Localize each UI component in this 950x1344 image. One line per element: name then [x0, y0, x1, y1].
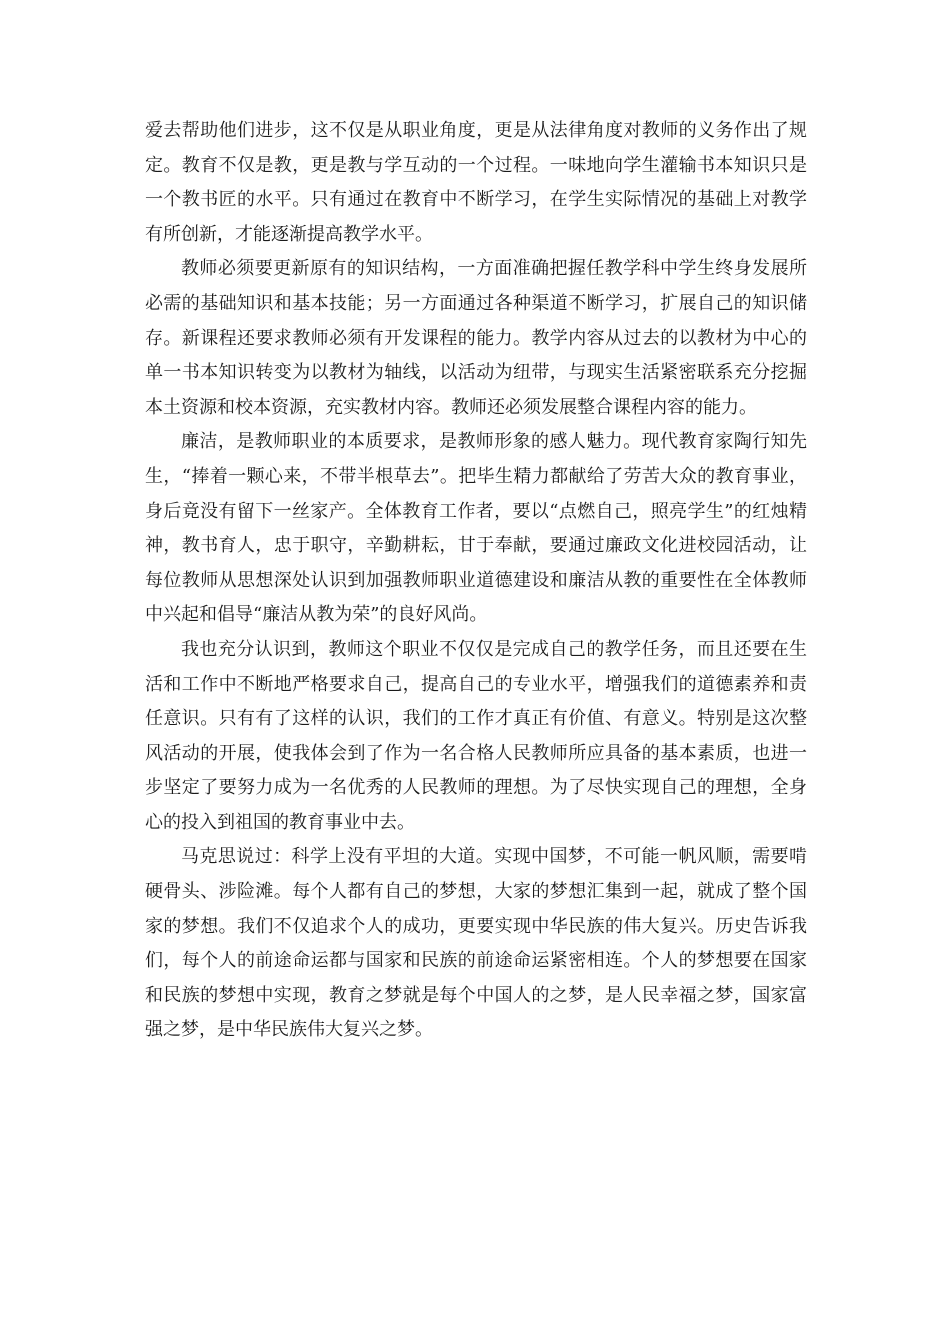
paragraph-continued: 爱去帮助他们进步，这不仅是从职业角度，更是从法律角度对教师的义务作出了规定。教育不仅是教，更是教与学互动的一个过程。一味地向学生灌输书本知识只是一个教书匠的水平。只有通过在教育中不断学习，在学生实际情况的基础上对教学有所创新，才能逐渐提高教学水平。 [145, 120, 807, 245]
paragraph-integrity: 廉洁，是教师职业的本质要求，是教师形象的感人魅力。现代教育家陶行知先生，“捧着一颗心来，不带半根草去”。把毕生精力都献给了劳苦大众的教育事业，身后竟没有留下一丝家产。全体教育工作者，要以“点燃自己，照亮学生”的红烛精神，教书育人，忠于职守，辛勤耕耘，甘于奉献，要通过廉政文化进校园活动，让每位教师从思想深处认识到加强教师职业道德建设和廉洁从教的重要性在全体教师中兴起和倡导“廉洁从教为荣”的良好风尚。 [145, 431, 807, 626]
paragraph-knowledge-structure: 教师必须要更新原有的知识结构，一方面准确把握任教学科中学生终身发展所必需的基础知识和基本技能；另一方面通过各种渠道不断学习，扩展自己的知识储存。新课程还要求教师必须有开发课程的能力。教学内容从过去的以教材为中心的单一书本知识转变为以教材为轴线，以活动为纽带，与现实生活紧密联系充分挖掘本土资源和校本资源，充实教材内容。教师还必须发展整合课程内容的能力。 [145, 258, 807, 418]
document-body [145, 114, 807, 1048]
paragraph-china-dream: 马克思说过：科学上没有平坦的大道。实现中国梦，不可能一帆风顺，需要啃硬骨头、涉险滩。每个人都有自己的梦想，大家的梦想汇集到一起，就成了整个国家的梦想。我们不仅追求个人的成功，更要实现中华民族的伟大复兴。历史告诉我们，每个人的前途命运都与国家和民族的前途命运紧密相连。个人的梦想要在国家和民族的梦想中实现，教育之梦就是每个中国人的之梦，是人民幸福之梦，国家富强之梦，是中华民族伟大复兴之梦。 [145, 846, 807, 1041]
paragraph-self-awareness: 我也充分认识到，教师这个职业不仅仅是完成自己的教学任务，而且还要在生活和工作中不断地严格要求自己，提高自己的专业水平，增强我们的道德素养和责任意识。只有有了这样的认识，我们的工作才真正有价值、有意义。特别是这次整风活动的开展，使我体会到了作为一名合格人民教师所应具备的基本素质，也进一步坚定了要努力成为一名优秀的人民教师的理想。为了尽快实现自己的理想，全身心的投入到祖国的教育事业中去。 [145, 638, 807, 833]
